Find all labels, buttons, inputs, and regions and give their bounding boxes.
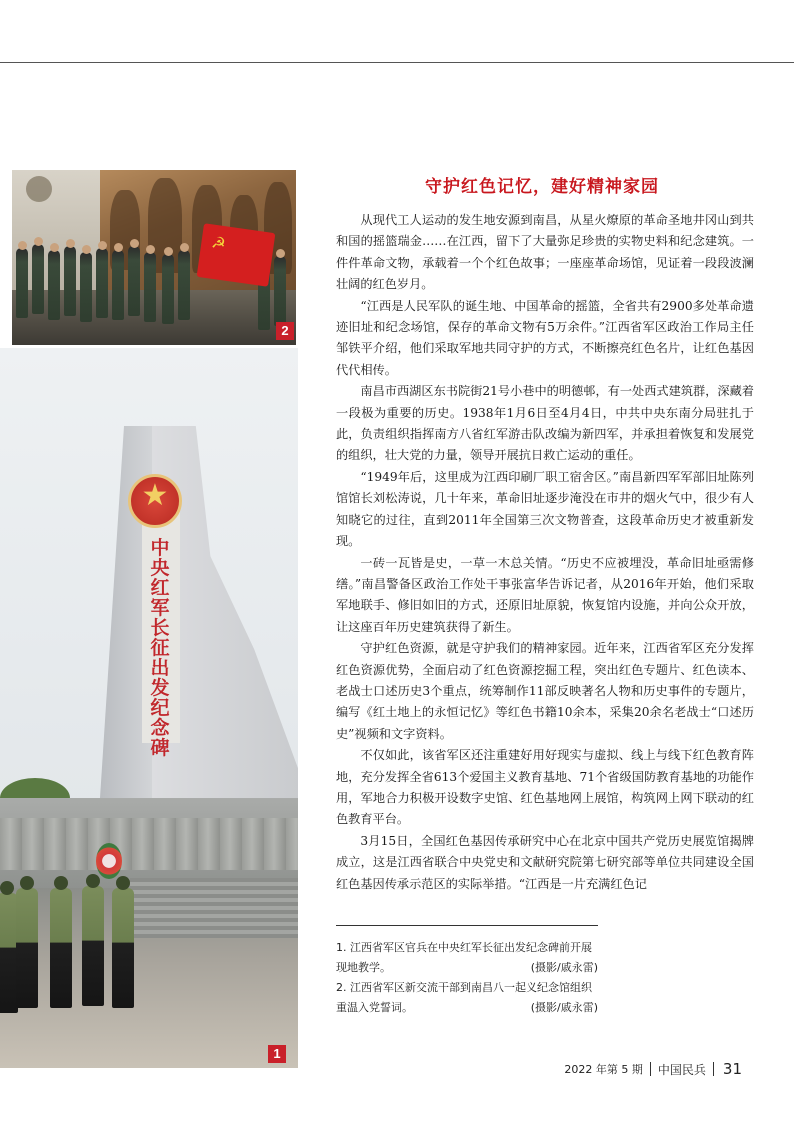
monument-inscription: 中央红军长征出发纪念碑 — [150, 537, 170, 759]
paragraph: 一砖一瓦皆是史，一草一木总关情。“历史不应被埋没，革命旧址亟需修缮。”南昌警备区政治工作处干事张富华告诉记者，从2016年开始，他们采取军地联手、修旧如旧的方式，还原旧址原貌，恢复馆内设施，并向公众开放，让这座百年历史建筑获得了新生。 — [336, 555, 754, 634]
soldier-figure — [274, 256, 286, 326]
star-icon: ★ — [141, 478, 169, 513]
saluting-soldier — [16, 888, 38, 1008]
soldier-figure — [178, 250, 190, 320]
hammer-sickle-icon: ☭ — [210, 232, 228, 254]
paragraph: 守护红色资源，就是守护我们的精神家园。近年来，江西省军区充分发挥红色资源优势，全面启动了红色资源挖掘工程，突出红色专题片、红色读本、老战士口述历史3个重点，统筹制作11部反映著名人物和历史事件的专题片，编写《红土地上的永恒记忆》等红色书籍10余本，采集20余名老战士“口述历史”视频和文字资料。 — [336, 641, 754, 741]
soldier-figure — [64, 246, 76, 316]
soldier-figure — [128, 246, 140, 316]
soldier-figure — [16, 248, 28, 318]
monument-steps — [130, 878, 298, 938]
saluting-soldier — [112, 888, 134, 1008]
photo-credit: (摄影/戚永雷) — [530, 1001, 598, 1014]
caption-text: 2. 江西省军区新交流干部到南昌八一起义纪念馆组织重温入党誓词。 — [336, 981, 592, 1014]
caption-1 — [336, 938, 598, 978]
page-number: 31 — [722, 1060, 742, 1078]
saluting-soldier — [82, 886, 104, 1006]
soldier-figure — [32, 244, 44, 314]
magazine-name: 中国民兵 — [657, 1062, 706, 1077]
footer-divider — [713, 1062, 714, 1076]
soldier-figure — [80, 252, 92, 322]
article-body — [336, 210, 754, 895]
paragraph: “江西是人民军队的诞生地、中国革命的摇篮，全省共有2900多处革命遗迹旧址和纪念场馆，保存的革命文物有5万余件。”江西省军区政治工作局主任邹铁平介绍，他们采取军地共同守护的方式，不断擦亮红色名片，让红色基因代代相传。 — [336, 298, 754, 377]
red-star-emblem — [128, 474, 182, 528]
footer-divider — [650, 1062, 651, 1076]
photo-number-badge: 2 — [276, 322, 294, 340]
paragraph: 从现代工人运动的发生地安源到南昌，从星火燎原的革命圣地井冈山到共和国的摇篮瑞金……在江西，留下了大量弥足珍贵的实物史料和纪念建筑。一件件革命文物，承载着一个个红色故事；一座座革命场馆，见证着一段段波澜壮阔的红色岁月。 — [336, 213, 754, 292]
caption-rule — [336, 925, 598, 926]
photo-number-badge: 1 — [268, 1045, 286, 1063]
page-footer — [564, 1060, 742, 1078]
photo-credit: (摄影/戚永雷) — [530, 961, 598, 974]
paragraph: 3月15日，全国红色基因传承研究中心在北京中国共产党历史展览馆揭牌成立，这是江西省联合中央党史和文献研究院第七研究部等单位共同建设全国红色基因传承示范区的实际举措。“江西是一片充满红色记 — [336, 833, 754, 891]
relief-band — [0, 818, 298, 870]
header-rule — [0, 62, 794, 63]
soldier-figure — [48, 250, 60, 320]
flower-wreath — [96, 843, 122, 879]
saluting-soldier — [50, 888, 72, 1008]
paragraph: “1949年后，这里成为江西印刷厂职工宿舍区。”南昌新四军军部旧址陈列馆馆长刘松涛说，几十年来，革命旧址逐步淹没在市井的烟火气中，很少有人知晓它的过往，直到2011年全国第三次文物普查，这段革命历史才被重新发现。 — [336, 469, 754, 549]
party-flag — [197, 223, 276, 286]
caption-2 — [336, 978, 598, 1018]
photo-captions — [336, 938, 598, 1018]
soldier-figure — [162, 254, 174, 324]
soldier-figure — [144, 252, 156, 322]
paragraph: 南昌市西湖区东书院街21号小巷中的明德邨，有一处西式建筑群，深藏着一段极为重要的历史。1938年1月6日至4月4日，中共中央东南分局驻扎于此，负责组织指挥南方八省红军游击队改编为新四军，并承担着恢复和发展党的组织，壮大党的力量，领导开展抗日救亡运动的重任。 — [336, 384, 754, 463]
issue-label: 2022 年第 5 期 — [564, 1063, 643, 1076]
caption-text: 1. 江西省军区官兵在中央红军长征出发纪念碑前开展现地教学。 — [336, 941, 592, 974]
army-emblem — [26, 176, 52, 202]
soldier-figure — [112, 250, 124, 320]
soldier-figure — [96, 248, 108, 318]
photo-long-march-monument — [0, 348, 298, 1068]
paragraph: 不仅如此，该省军区还注重建好用好现实与虚拟、线上与线下红色教育阵地，充分发挥全省613个爱国主义教育基地、71个省级国防教育基地的功能作用，军地合力积极开设数字史馆、红色基地网上展馆，构筑网上网下联动的红色教育平台。 — [336, 748, 754, 827]
monument-base — [0, 798, 298, 888]
article-title: 守护红色记忆，建好精神家园 — [425, 177, 659, 197]
